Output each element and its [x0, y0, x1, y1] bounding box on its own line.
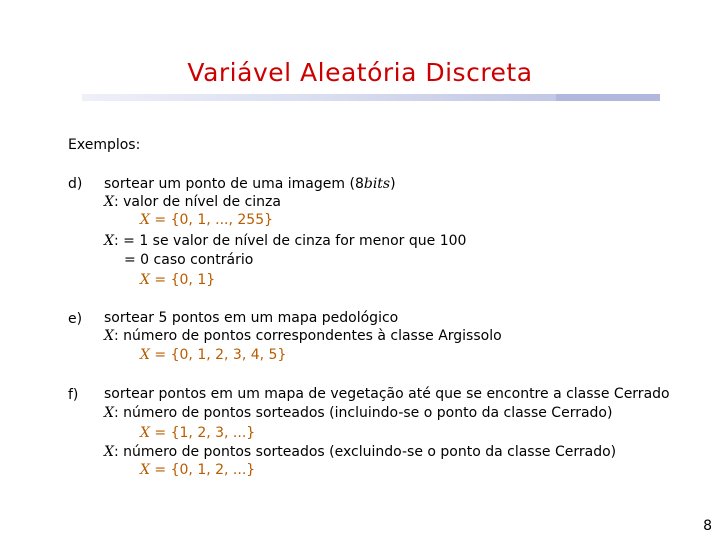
page-number: 8: [703, 518, 712, 534]
item-f-var: X: [104, 405, 114, 421]
intro-label: Exemplos:: [68, 137, 141, 153]
item-f-line-2: [104, 405, 612, 422]
item-f-letter: f): [68, 387, 79, 403]
item-d-line-3-text: = {0, 1, ..., 255}: [149, 212, 274, 228]
item-d-line-1: [104, 176, 396, 193]
item-d-line-3: [140, 212, 273, 229]
item-d-line-6-text: = {0, 1}: [149, 272, 216, 288]
item-e-var: X: [140, 347, 150, 363]
item-f-line-4: [104, 444, 616, 461]
item-e-letter: e): [68, 311, 83, 327]
item-e-var: X: [104, 328, 114, 344]
item-d-line-5: = 0 caso contrário: [124, 252, 254, 268]
item-d-line-1-text: sortear um ponto de uma imagem (8: [104, 176, 364, 192]
item-d-bits: bits: [363, 176, 391, 192]
item-f-line-1: sortear pontos em um mapa de vegetação até que se encontre a classe Cerrado: [104, 386, 670, 402]
item-d-line-4-text: : = 1 se valor de nível de cinza for menor que 100: [113, 233, 467, 249]
item-d-letter: d): [68, 176, 83, 192]
item-f-line-5: [140, 462, 255, 479]
item-d-line-4: [104, 233, 466, 250]
item-d-line-2-text: : valor de nível de cinza: [113, 194, 281, 210]
item-e-line-1: sortear 5 pontos em um mapa pedológico: [104, 310, 399, 326]
item-f-line-4-text: : número de pontos sorteados (excluindo-se o ponto da classe Cerrado): [113, 444, 617, 460]
item-f-var: X: [140, 462, 150, 478]
item-d-var: X: [104, 194, 114, 210]
item-e-line-2-text: : número de pontos correspondentes à classe Argissolo: [113, 328, 502, 344]
item-f-var: X: [104, 444, 114, 460]
item-d-line-6: [140, 272, 215, 289]
item-e-line-2: [104, 328, 502, 345]
item-e-line-3: [140, 347, 286, 364]
item-d-var: X: [140, 212, 150, 228]
item-d-var: X: [104, 233, 114, 249]
item-f-line-3: [140, 425, 255, 442]
item-f-line-3-text: = {1, 2, 3, ...}: [149, 425, 256, 441]
slide-title: Variável Aleatória Discreta: [187, 58, 533, 87]
item-f-line-5-text: = {0, 1, 2, ...}: [149, 462, 256, 478]
item-d-line-1-end: ): [390, 176, 396, 192]
item-f-var: X: [140, 425, 150, 441]
item-f-line-2-text: : número de pontos sorteados (incluindo-se o ponto da classe Cerrado): [113, 405, 613, 421]
item-e-line-3-text: = {0, 1, 2, 3, 4, 5}: [149, 347, 287, 363]
item-d-var: X: [140, 272, 150, 288]
item-d-line-2: [104, 194, 281, 211]
title-underline-accent: [556, 94, 660, 101]
